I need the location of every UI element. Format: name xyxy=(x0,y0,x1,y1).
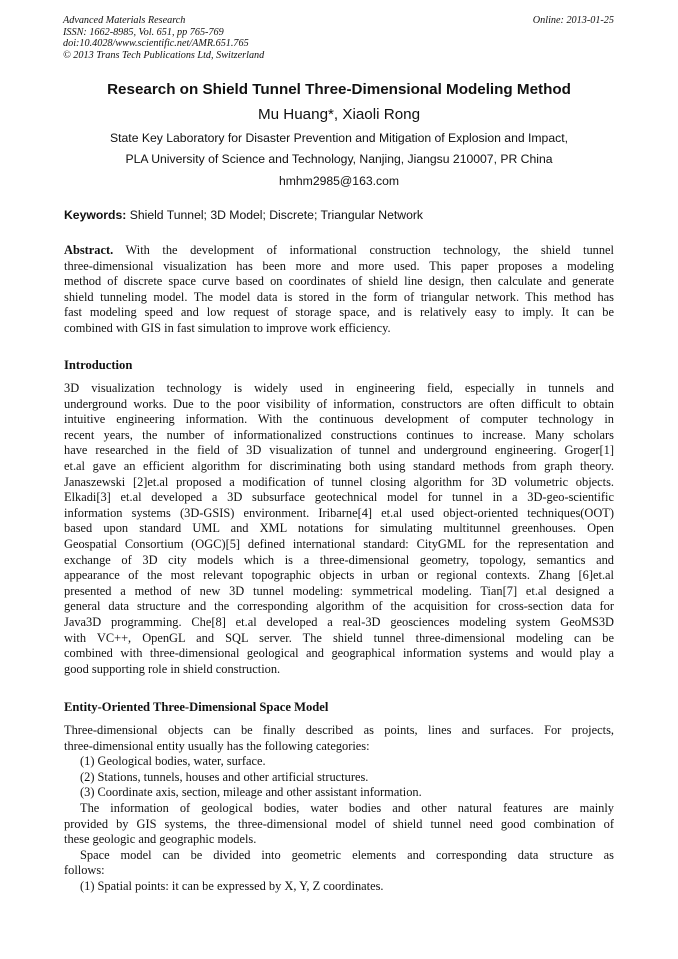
copyright: © 2013 Trans Tech Publications Ltd, Switzerland xyxy=(63,50,265,62)
journal-name: Advanced Materials Research xyxy=(63,15,186,26)
keywords-label: Keywords: xyxy=(64,208,127,222)
text-line xyxy=(64,615,614,631)
entity-model-body xyxy=(64,723,614,895)
author-email: hmhm2985@163.com xyxy=(278,174,400,188)
text-line xyxy=(64,490,614,506)
issn: ISSN: 1662-8985, Vol. 651, pp 765-769 xyxy=(63,26,224,38)
text-line-content: provided by GIS systems, the three-dimensional model of shield tunnel need good combination of xyxy=(64,816,614,831)
text-line-content: Janaszewski [2]et.al proposed a modification of tunnel closing algorithm for 3D volumetric objects. xyxy=(64,474,614,489)
introduction-body xyxy=(64,381,614,677)
text-line xyxy=(64,521,614,537)
text-line xyxy=(64,428,614,444)
text-line-content: these geologic and geographic models. xyxy=(64,832,257,847)
paragraph xyxy=(64,785,614,801)
text-line-content: With the development of informational construction technology, the shield tunnel xyxy=(113,243,614,257)
paragraph xyxy=(64,754,614,770)
text-line xyxy=(64,290,614,306)
text-line xyxy=(64,553,614,569)
text-line xyxy=(64,397,614,413)
text-line xyxy=(64,832,614,848)
text-line-content: 3D visualization technology is widely used in engineering field, especially in tunnels and xyxy=(64,381,614,395)
text-line xyxy=(64,243,614,259)
online-date: Online: 2013-01-25 xyxy=(532,15,614,26)
paragraph xyxy=(64,801,614,848)
keywords xyxy=(64,208,423,222)
doi: doi:10.4028/www.scientific.net/AMR.651.765 xyxy=(63,38,249,50)
text-line xyxy=(64,739,614,755)
text-line-content: based upon standard UML and XML notations for simulating multitunnel greenhouses. Open xyxy=(64,521,614,536)
text-line xyxy=(64,475,614,491)
text-line xyxy=(64,599,614,615)
journal-header xyxy=(63,15,264,62)
text-line-content: Three-dimensional objects can be finally described as points, lines and surfaces. For projects, xyxy=(64,723,614,737)
text-line xyxy=(64,848,614,864)
text-line-content: (2) Stations, tunnels, houses and other artificial structures. xyxy=(80,769,369,784)
text-line xyxy=(64,321,614,337)
text-line-content: with VC++, OpenGL and SQL server. The shield tunnel three-dimensional modeling can be xyxy=(64,630,614,645)
text-line xyxy=(64,801,614,817)
text-line xyxy=(64,259,614,275)
abstract-label: Abstract. xyxy=(64,243,114,257)
text-line xyxy=(64,584,614,600)
text-line-content: Elkadi[3] et.al developed a 3D subsurface geotechnical model for tunnel in a 3D-geo-scientific xyxy=(64,490,614,505)
text-line xyxy=(64,646,614,662)
text-line xyxy=(64,412,614,428)
text-line-content: good supporting role in shield construction. xyxy=(64,661,281,676)
text-line xyxy=(64,443,614,459)
text-line-content: exchange of 3D city models which is a three-dimensional geometry, topology, semantics and xyxy=(64,552,614,567)
text-line-content: (3) Coordinate axis, section, mileage and other assistant information. xyxy=(80,785,422,800)
text-line xyxy=(64,754,614,770)
text-line-content: presented a method of new 3D tunnel modeling: symmetrical modeling. Tian[7] et.al designed a xyxy=(64,583,614,598)
text-line xyxy=(64,459,614,475)
text-line-content: (1) Geological bodies, water, surface. xyxy=(80,754,266,769)
text-line-content: combined with GIS in fast simulation to improve work efficiency. xyxy=(64,320,391,335)
text-line-content: method of discrete space curve based on coordinates of shield line design, then calculate and generate xyxy=(64,274,614,289)
section-heading-entity-model: Entity-Oriented Three-Dimensional Space Model xyxy=(64,700,329,714)
text-line xyxy=(64,879,614,895)
text-line xyxy=(64,662,614,678)
text-line-content: information systems (3D-GSIS) environment. Iribarne[4] et.al used object-oriented techniques(OOT) xyxy=(64,505,614,520)
text-line xyxy=(64,631,614,647)
text-line-content: recent years, the number of informationalized constructions continues to increase. Many scholars xyxy=(64,427,614,442)
abstract xyxy=(64,243,614,337)
paragraph xyxy=(64,879,614,895)
paragraph xyxy=(64,770,614,786)
text-line-content: three-dimensional visualization has been more and more used. This paper proposes a modeling xyxy=(64,258,614,273)
text-line-content: The information of geological bodies, water bodies and other natural features are mainly xyxy=(80,800,614,815)
text-line-content: intuitive engineering information. With the continuous development of computer technology in xyxy=(64,412,614,427)
authors: Mu Huang*, Xiaoli Rong xyxy=(257,106,421,123)
text-line xyxy=(64,381,614,397)
affiliation-line: PLA University of Science and Technology, Nanjing, Jiangsu 210007, PR China xyxy=(125,152,553,166)
affiliation-line: State Key Laboratory for Disaster Prevention and Mitigation of Explosion and Impact, xyxy=(110,131,568,145)
section-heading-introduction: Introduction xyxy=(64,358,133,372)
text-line-content: general data structure and the corresponding algorithm of the acquisition for cross-section data for xyxy=(64,599,614,614)
text-line-content: three-dimensional entity usually has the following categories: xyxy=(64,738,370,753)
text-line xyxy=(64,537,614,553)
paragraph xyxy=(64,848,614,879)
text-line xyxy=(64,506,614,522)
text-line-content: have researched in the field of 3D visualization of tunnel and underground engineering. Groger[1] xyxy=(64,443,614,458)
text-line xyxy=(64,770,614,786)
text-line-content: combined with three-dimensional geological and geographical information systems and would play a xyxy=(64,646,614,661)
paper-title: Research on Shield Tunnel Three-Dimensional Modeling Method xyxy=(107,81,571,98)
text-line-content: Java3D programming. Che[8] et.al developed a real-3D geosciences modeling system GeoMS3D xyxy=(64,614,614,629)
text-line xyxy=(64,863,614,879)
text-line xyxy=(64,305,614,321)
text-line-content: Geospatial Consortium (OGC)[5] defined international standard: CityGML for the representation and xyxy=(64,536,614,551)
text-line xyxy=(64,274,614,290)
text-line xyxy=(64,723,614,739)
text-line-content: Space model can be divided into geometric elements and corresponding data structure as xyxy=(80,847,614,862)
text-line-content: fast modeling speed and low request of storage space, and is relatively easy to imply. It can be xyxy=(64,305,614,320)
keywords-text: Shield Tunnel; 3D Model; Discrete; Triangular Network xyxy=(126,208,424,222)
text-line-content: et.al gave an efficient algorithm for discriminating both using standard methods from graph theory. xyxy=(64,458,614,473)
text-line xyxy=(64,568,614,584)
text-line-content: shield tunneling model. The model data is stored in the form of triangular network. This method has xyxy=(64,289,614,304)
text-line xyxy=(64,817,614,833)
text-line-content: appearance of the most relevant topographic objects in urban or regional contexts. Zhang [6]et.al xyxy=(64,568,614,583)
text-line-content: underground works. Due to the poor visibility of information, constructors are often difficult to obtain xyxy=(64,396,614,411)
text-line-content: (1) Spatial points: it can be expressed by X, Y, Z coordinates. xyxy=(80,878,384,893)
text-line xyxy=(64,785,614,801)
paragraph xyxy=(64,723,614,754)
text-line-content: follows: xyxy=(64,863,105,878)
